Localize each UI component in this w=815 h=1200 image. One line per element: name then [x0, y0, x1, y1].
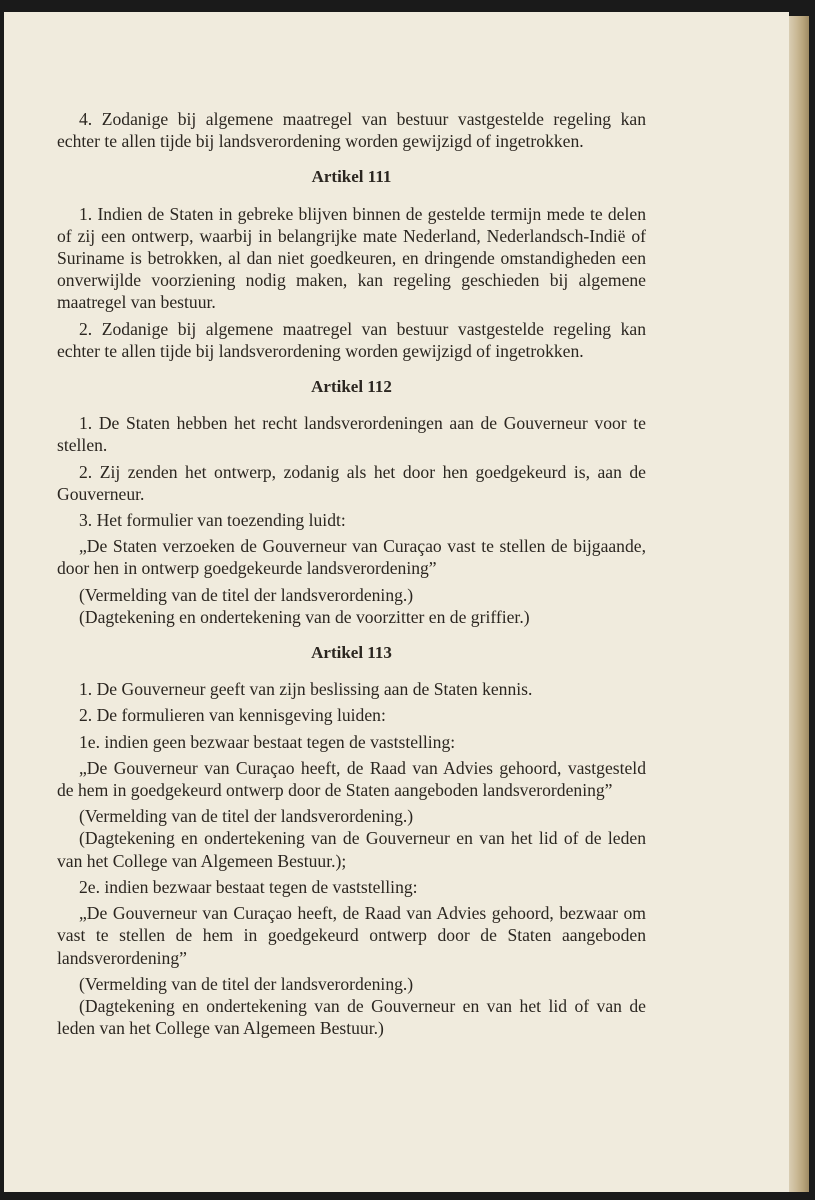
paragraph: 2. Zodanige bij algemene maatregel van bestuur vastgestelde regeling kan echter te allen tijde bij landsverordening worden gewijzigd of ingetrokken. [57, 318, 646, 361]
paragraph: 2e. indien bezwaar bestaat tegen de vaststelling: [79, 876, 418, 897]
page-text-body [57, 108, 646, 1039]
paragraph: 2. De formulieren van kennisgeving luiden: [79, 705, 386, 726]
paragraph: (Dagtekening en ondertekening van de voorzitter en de griffier.) [79, 606, 530, 627]
paragraph: 1. Indien de Staten in gebreke blijven binnen de gestelde termijn mede te delen of zij een ontwerp, waarbij in belangrijke mate Nederland, Nederlandsch-Indië of Suriname is betrokken, al dan niet goedkeuren, en dringende omstandigheden een onverwijlde voorziening nodig maken, kan regeling geschieden bij algemene maatregel van bestuur. [57, 203, 646, 313]
paragraph: (Vermelding van de titel der landsverordening.) [79, 973, 414, 994]
article-heading: Artikel 113 [311, 643, 392, 663]
article-heading: Artikel 111 [311, 167, 392, 187]
page-stack-edge [789, 16, 809, 1192]
paragraph: (Vermelding van de titel der landsverordening.) [79, 806, 414, 827]
paragraph: 4. Zodanige bij algemene maatregel van bestuur vastgestelde regeling kan echter te allen tijde bij landsverordening worden gewijzigd of ingetrokken. [57, 109, 646, 152]
paragraph: (Dagtekening en ondertekening van de Gouverneur en van het lid of van de leden van het College van Algemeen Bestuur.) [57, 995, 646, 1039]
paragraph: (Vermelding van de titel der landsverordening.) [79, 584, 414, 605]
paragraph: „De Gouverneur van Curaçao heeft, de Raad van Advies gehoord, bezwaar om vast te stellen de hem in goedgekeurd ontwerp door de Staten aangeboden landsverordening” [57, 903, 646, 968]
book-page [4, 12, 789, 1192]
paragraph: (Dagtekening en ondertekening van de Gouverneur en van het lid of de leden van het College van Algemeen Bestuur.); [57, 828, 646, 871]
paragraph: 1e. indien geen bezwaar bestaat tegen de vaststelling: [79, 731, 456, 752]
paragraph: 2. Zij zenden het ontwerp, zodanig als het door hen goedgekeurd is, aan de Gouverneur. [57, 461, 646, 504]
paragraph: 1. De Gouverneur geeft van zijn beslissing aan de Staten kennis. [79, 679, 533, 700]
paragraph: „De Staten verzoeken de Gouverneur van Curaçao vast te stellen de bijgaande, door hen in ontwerp goedgekeurde landsverordening” [57, 536, 646, 579]
paragraph: 3. Het formulier van toezending luidt: [79, 510, 346, 531]
paragraph: „De Gouverneur van Curaçao heeft, de Raad van Advies gehoord, vastgesteld de hem in goedgekeurd ontwerp door de Staten aangeboden landsverordening” [57, 757, 646, 801]
paragraph: 1. De Staten hebben het recht landsverordeningen aan de Gouverneur voor te stellen. [57, 413, 646, 456]
article-heading: Artikel 112 [311, 377, 392, 397]
